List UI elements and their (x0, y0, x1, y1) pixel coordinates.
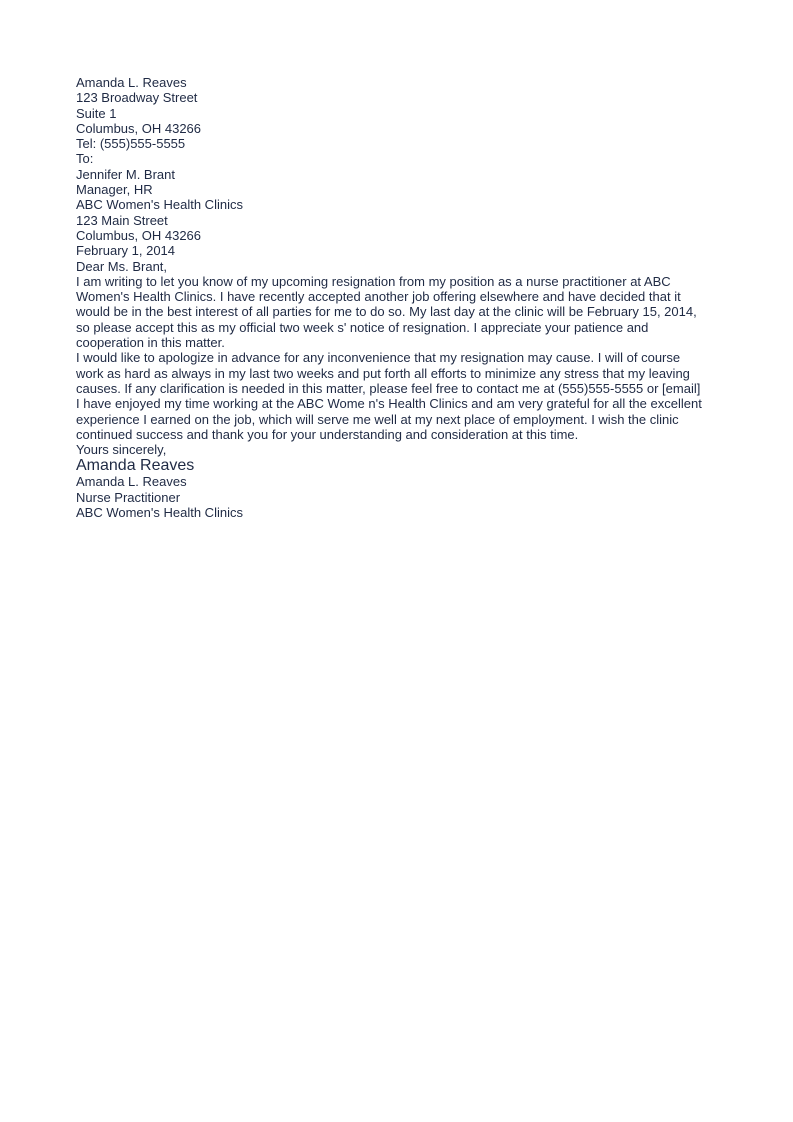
recipient-title: Manager, HR (76, 182, 153, 198)
letter-date: February 1, 2014 (76, 243, 176, 259)
letter-body (76, 274, 716, 442)
sender-suite: Suite 1 (76, 105, 117, 121)
recipient-name: Jennifer M. Brant (76, 166, 175, 182)
signoff-name: Amanda L. Reaves (76, 474, 187, 490)
sender-city: Columbus, OH 43266 (76, 120, 202, 136)
sender-name: Amanda L. Reaves (76, 75, 187, 90)
sender-street: 123 Broadway Street (76, 90, 198, 106)
recipient-company: ABC Women's Health Clinics (76, 197, 243, 213)
letter-page (76, 75, 716, 520)
recipient-city: Columbus, OH 43266 (76, 227, 202, 243)
closing: Yours sincerely, (76, 442, 167, 458)
salutation: Dear Ms. Brant, (76, 258, 168, 274)
body-paragraph-2: I would like to apologize in advance for any inconvenience that my resignation may cause. I will of course work as hard as always in my last two weeks and put forth all efforts to minimize any stress that my leaving causes. If any clarification is needed in this matter, please feel free to contact me at (555)555-5555 or [email] (76, 350, 701, 396)
signature: Amanda Reaves (76, 457, 195, 475)
signoff-block (76, 474, 716, 520)
sender-phone: Tel: (555)555-5555 (76, 136, 186, 152)
body-paragraph-1: I am writing to let you know of my upcoming resignation from my position as a nurse practitioner at ABC Women's Health Clinics. I have recently accepted another job offering elsewhere and have decided that it would be in the best interest of all parties for me to do so. My last day at the clinic will be February 15, 2014, so please accept this as my official two week s' notice of resignation. I appreciate your patience and cooperation in this matter. (76, 273, 697, 351)
signoff-title: Nurse Practitioner (76, 489, 181, 505)
recipient-street: 123 Main Street (76, 212, 168, 228)
sender-block (76, 75, 716, 151)
recipient-block (76, 167, 716, 243)
signoff-company: ABC Women's Health Clinics (76, 505, 243, 521)
body-paragraph-3: I have enjoyed my time working at the ABC Wome n's Health Clinics and am very grateful for all the excellent experience I earned on the job, which will serve me well at my next place of employment. I wish the clinic continued success and thank you for your understanding and consideration at this time. (76, 396, 702, 442)
to-label: To: (76, 151, 94, 167)
